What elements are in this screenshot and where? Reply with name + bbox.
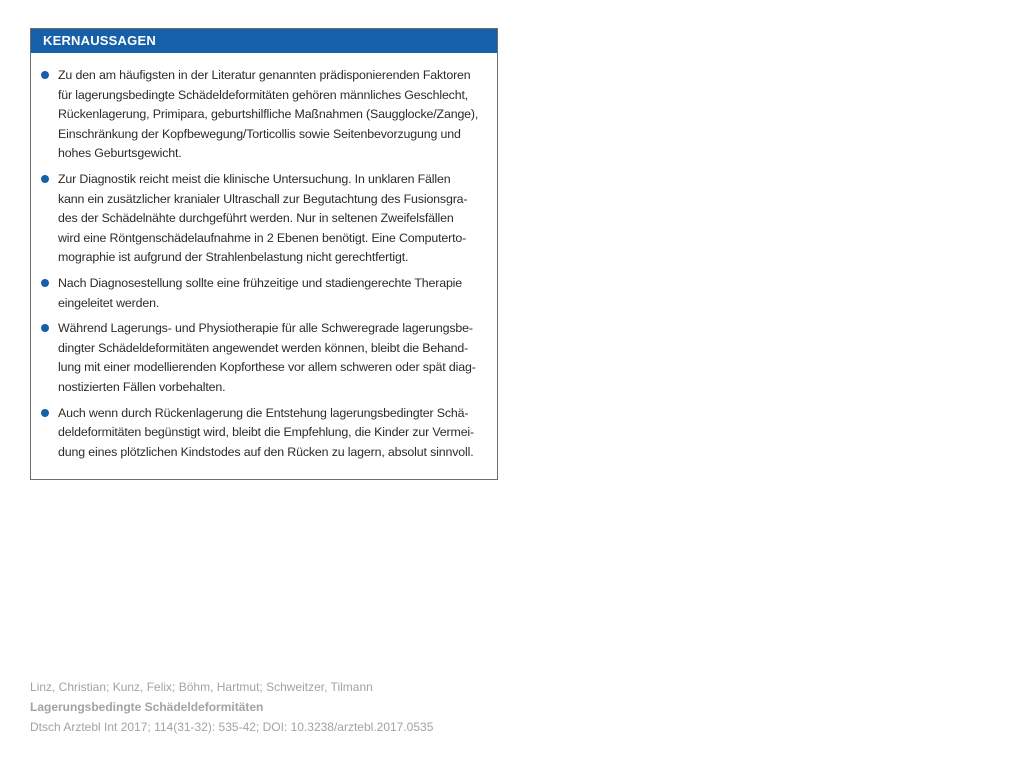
bullet-dot-icon — [41, 71, 49, 79]
text-line: eingeleitet werden. — [58, 295, 160, 310]
list-item-text — [58, 404, 485, 463]
text-line: wird eine Röntgenschädelaufnahme in 2 Ebenen benötigt. Eine Computerto- — [58, 230, 467, 245]
text-line: dingter Schädeldeformitäten angewendet werden können, bleibt die Behand- — [58, 340, 469, 355]
text-line: deldeformitäten begünstigt wird, bleibt die Empfehlung, die Kinder zur Vermei- — [58, 425, 475, 440]
list-item — [41, 319, 485, 397]
citation-title: Lagerungsbedingte Schädeldeformitäten — [30, 700, 264, 714]
key-messages-list — [31, 53, 497, 462]
list-item — [41, 274, 485, 313]
text-line: Nach Diagnosestellung sollte eine frühzeitige und stadiengerechte Therapie — [58, 275, 463, 290]
text-line: Während Lagerungs- und Physiotherapie für alle Schweregrade lagerungsbe- — [58, 321, 473, 336]
bullet-dot-icon — [41, 324, 49, 332]
bullet-dot-icon — [41, 175, 49, 183]
list-item-text — [58, 319, 485, 397]
citation-source: Dtsch Arztebl Int 2017; 114(31-32): 535-42; DOI: 10.3238/arztebl.2017.0535 — [30, 720, 434, 734]
citation-block — [30, 677, 433, 737]
key-messages-box — [30, 28, 498, 480]
bullet-dot-icon — [41, 279, 49, 287]
list-item — [41, 404, 485, 463]
list-item-text — [58, 66, 485, 164]
text-line: Auch wenn durch Rückenlagerung die Entstehung lagerungsbedingter Schä- — [58, 405, 469, 420]
text-line: lung mit einer modellierenden Kopforthese vor allem schweren oder spät diag- — [58, 360, 476, 375]
bullet-dot-icon — [41, 409, 49, 417]
list-item — [41, 170, 485, 268]
text-line: Zur Diagnostik reicht meist die klinische Untersuchung. In unklaren Fällen — [58, 171, 451, 186]
text-line: des der Schädelnähte durchgeführt werden. Nur in seltenen Zweifelsfällen — [58, 211, 454, 226]
text-line: Rückenlagerung, Primipara, geburtshilfliche Maßnahmen (Saugglocke/Zange), — [58, 107, 479, 122]
text-line: nostizierten Fällen vorbehalten. — [58, 379, 226, 394]
text-line: mographie ist aufgrund der Strahlenbelastung nicht gerechtfertigt. — [58, 250, 409, 265]
list-item — [41, 66, 485, 164]
citation-authors: Linz, Christian; Kunz, Felix; Böhm, Hartmut; Schweitzer, Tilmann — [30, 680, 373, 694]
text-line: kann ein zusätzlicher kranialer Ultraschall zur Begutachtung des Fusionsgra- — [58, 191, 468, 206]
text-line: hohes Geburtsgewicht. — [58, 146, 182, 161]
text-line: dung eines plötzlichen Kindstodes auf den Rücken zu lagern, absolut sinnvoll. — [58, 444, 474, 459]
list-item-text — [58, 170, 485, 268]
text-line: Einschränkung der Kopfbewegung/Torticollis sowie Seitenbevorzugung und — [58, 126, 461, 141]
list-item-text — [58, 274, 485, 313]
text-line: Zu den am häufigsten in der Literatur genannten prädisponierenden Faktoren — [58, 68, 471, 82]
key-messages-title: KERNAUSSAGEN — [31, 29, 497, 53]
text-line: für lagerungsbedingte Schädeldeformitäten gehören männliches Geschlecht, — [58, 87, 469, 102]
